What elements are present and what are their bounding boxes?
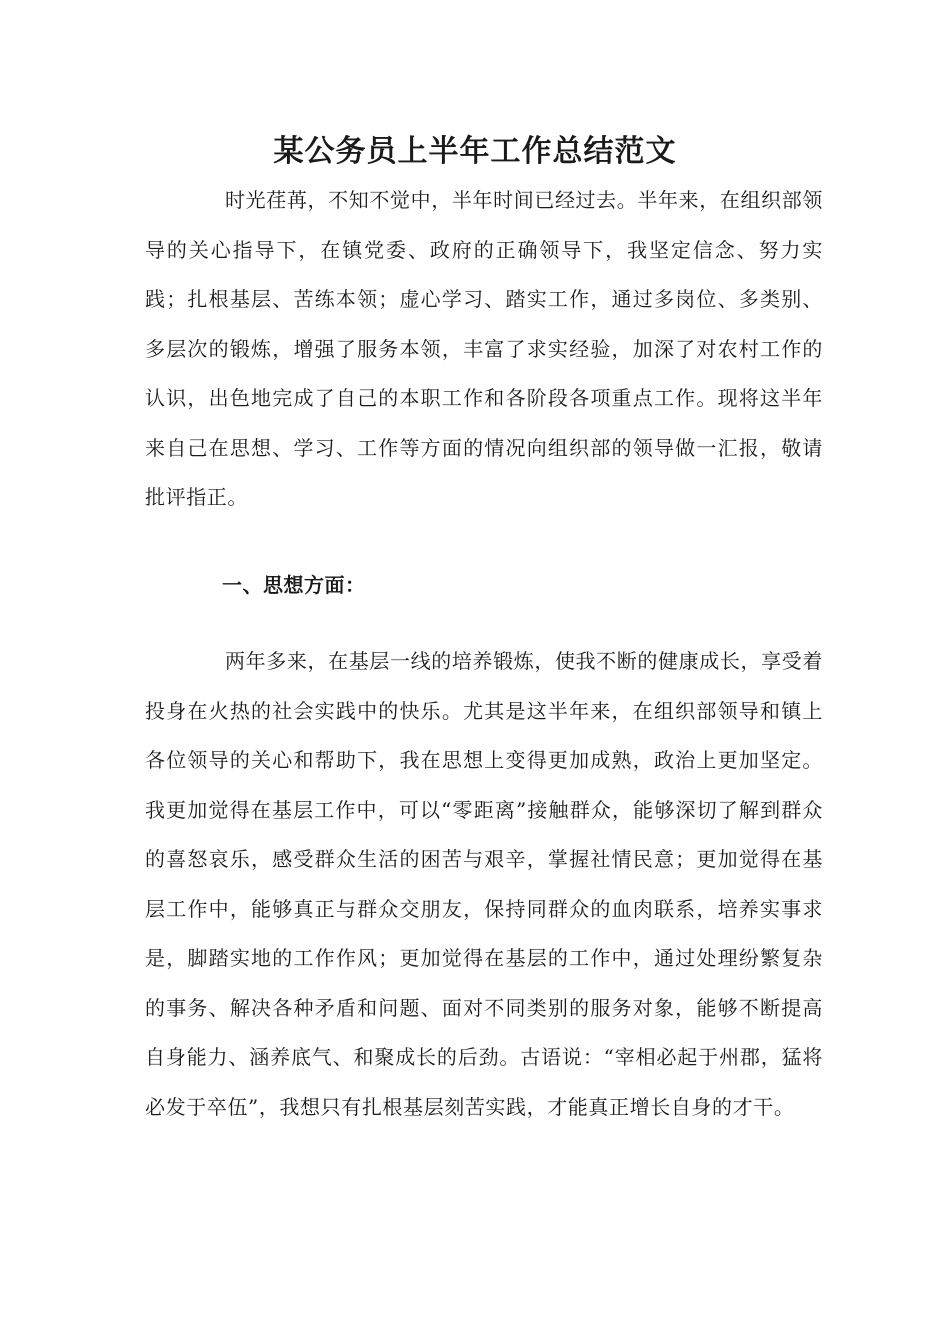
section-paragraph-thought: 两年多来，在基层一线的培养锻炼，使我不断的健康成长，享受着投身在火热的社会实践中的快乐。尤其是这半年来，在组织部领导和镇上各位领导的关心和帮助下，我在思想上变得更加成熟，政治上更加坚定。我更加觉得在基层工作中，可以“零距离”接触群众，能够深切了解到群众的喜怒哀乐，感受群众生活的困苦与艰辛，掌握社情民意；更加觉得在基层工作中，能够真正与群众交朋友，保持同群众的血肉联系，培养实事求是，脚踏实地的工作作风；更加觉得在基层的工作中，通过处理纷繁复杂的事务、解决各种矛盾和问题、面对不同类别的服务对象，能够不断提高自身能力、涵养底气、和聚成长的后劲。古语说：“宰相必起于州郡，猛将必发于卒伍”，我想只有扎根基层刻苦实践，才能真正增长自身的才干。: [145, 649, 823, 1119]
document-title: 某公务员上半年工作总结范文: [273, 134, 677, 169]
section-heading-thought: 一、思想方面：: [222, 573, 366, 597]
intro-paragraph: 时光荏苒，不知不觉中，半年时间已经过去。半年来，在组织部领导的关心指导下，在镇党委、政府的正确领导下，我坚定信念、努力实践；扎根基层、苦练本领；虚心学习、踏实工作，通过多岗位、多类别、多层次的锻炼，增强了服务本领，丰富了求实经验，加深了对农村工作的认识，出色地完成了自己的本职工作和各阶段各项重点工作。现将这半年来自己在思想、学习、工作等方面的情况向组织部的领导做一汇报，敬请批评指正。: [145, 188, 823, 509]
